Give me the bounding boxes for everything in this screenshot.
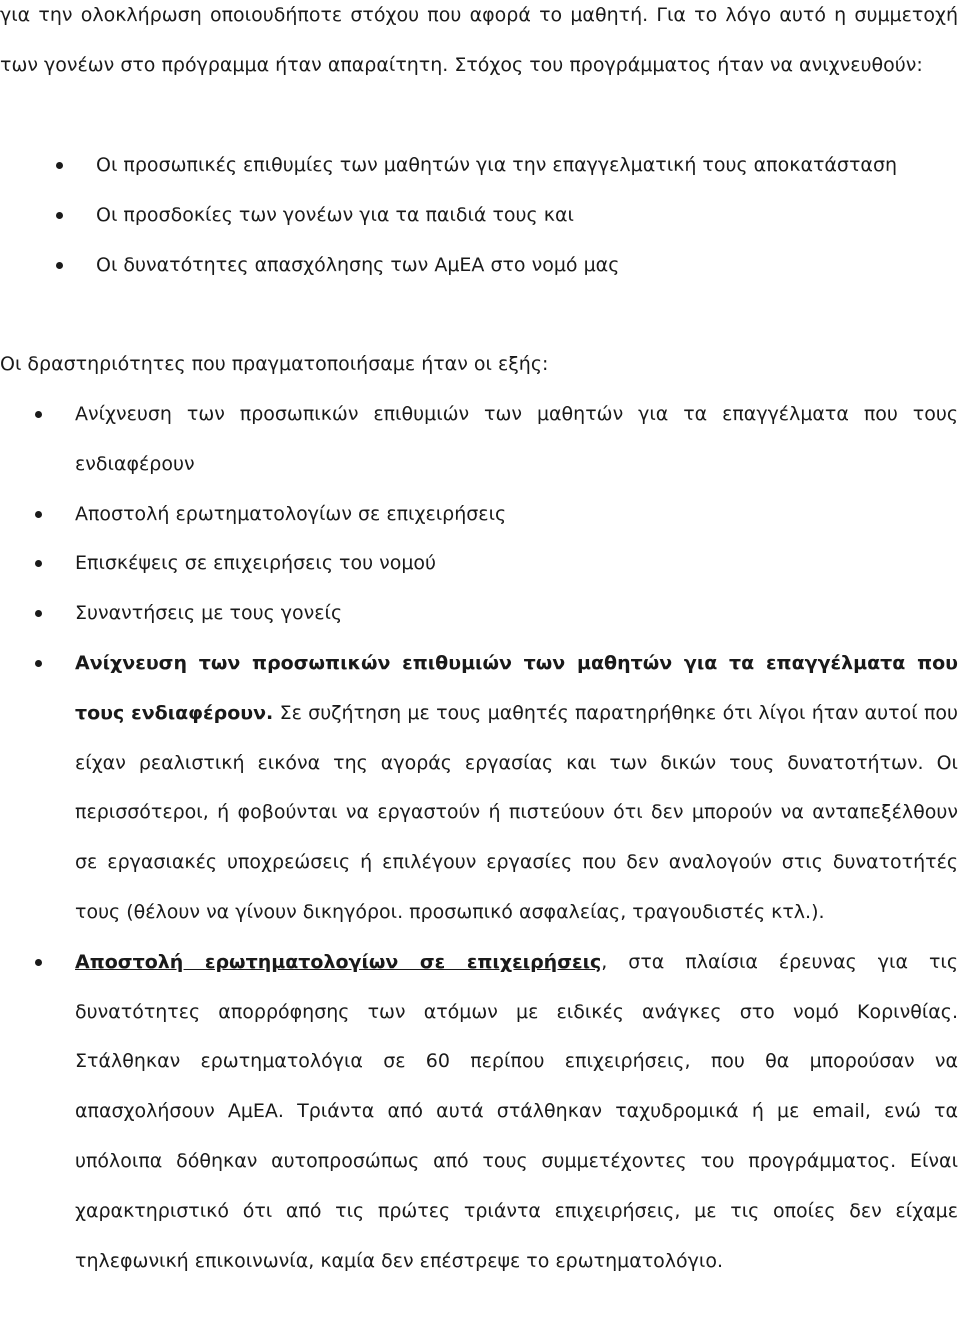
bullet-icon bbox=[35, 511, 42, 518]
detail-title: Ανίχνευση των προσωπικών επιθυμιών των μαθητών για τα επαγγέλματα που τους ενδιαφέρουν. bbox=[75, 651, 958, 724]
list-item bbox=[0, 390, 958, 490]
activity-text: Συναντήσεις με τους γονείς bbox=[75, 602, 343, 625]
activities-heading: Οι δραστηριότητες που πραγματοποιήσαμε ήταν οι εξής: bbox=[0, 353, 549, 375]
detail-body: Σε συζήτηση με τους μαθητές παρατηρήθηκε ότι λίγοι ήταν αυτοί που είχαν ρεαλιστική εικόνα της αγοράς εργασίας και των δικών τους δυνατοτήτων. Οι περισσότεροι, ή φοβούνται να εργαστούν ή πιστεύουν ότι δεν μπορούν να ανταπεξέλθουν σε εργασιακές υποχρεώσεις ή επιλέγουν εργασίες που δεν αναλογούν στις δυνατοτήτές τους (θέλουν να γίνουν δικηγόροι. προσωπικό ασφαλείας, τραγουδιστές κτλ.). bbox=[75, 701, 958, 923]
detail-title: Αποστολή ερωτηματολογίων σε επιχειρήσεις bbox=[75, 950, 602, 973]
activity-text: Ανίχνευση των προσωπικών επιθυμιών των μαθητών για τα επαγγέλματα που τους ενδιαφέρουν bbox=[75, 403, 958, 475]
list-item bbox=[0, 141, 958, 191]
activity-text: Επισκέψεις σε επιχειρήσεις του νομού bbox=[75, 552, 437, 575]
activity-text: Αποστολή ερωτηματολογίων σε επιχειρήσεις bbox=[75, 502, 507, 525]
goal-text: Οι προσδοκίες των γονέων για τα παιδιά τους και bbox=[96, 203, 574, 226]
bullet-icon bbox=[35, 660, 42, 667]
list-item bbox=[0, 241, 958, 291]
bullet-icon bbox=[56, 162, 63, 169]
activities-list bbox=[0, 390, 958, 1286]
bullet-icon bbox=[35, 959, 42, 966]
bullet-icon bbox=[35, 560, 42, 567]
list-item bbox=[0, 639, 958, 938]
bullet-icon bbox=[56, 212, 63, 219]
list-item bbox=[0, 490, 958, 540]
bullet-icon bbox=[56, 262, 63, 269]
list-item bbox=[0, 589, 958, 639]
bullet-icon bbox=[35, 411, 42, 418]
bullet-icon bbox=[35, 610, 42, 617]
goals-list bbox=[0, 141, 958, 290]
goal-text: Οι προσωπικές επιθυμίες των μαθητών για την επαγγελματική τους αποκατάσταση bbox=[96, 154, 898, 176]
intro-paragraph bbox=[0, 0, 958, 91]
goal-text: Οι δυνατότητες απασχόλησης των ΑμΕΑ στο νομό μας bbox=[96, 253, 620, 276]
list-item bbox=[0, 191, 958, 241]
intro-text: για την ολοκλήρωση οποιουδήποτε στόχου που αφορά το μαθητή. Για το λόγο αυτό η συμμετοχή των γονέων στο πρόγραμμα ήταν απαραίτητη. Στόχος του προγράμματος ήταν να ανιχνευθούν: bbox=[0, 4, 958, 76]
list-item bbox=[0, 938, 958, 1287]
detail-body: , στα πλαίσια έρευνας για τις δυνατότητες απορρόφησης των ατόμων με ειδικές ανάγκες στο νομό Κορινθίας. Στάλθηκαν ερωτηματολόγια σε 60 περίπου επιχειρήσεις, που θα μπορούσαν να απασχολήσουν ΑμΕΑ. Τριάντα από αυτά στάλθηκαν ταχυδρομικά ή με email, ενώ τα υπόλοιπα δόθηκαν αυτοπροσώπως από τους συμμετέχοντες του προγράμματος. Είναι χαρακτηριστικό ότι από τις πρώτες τριάντα επιχειρήσεις, με τις οποίες δεν είχαμε τηλεφωνική επικοινωνία, καμία δεν επέστρεψε το ερωτηματολόγιο. bbox=[75, 950, 959, 1272]
list-item bbox=[0, 539, 958, 589]
